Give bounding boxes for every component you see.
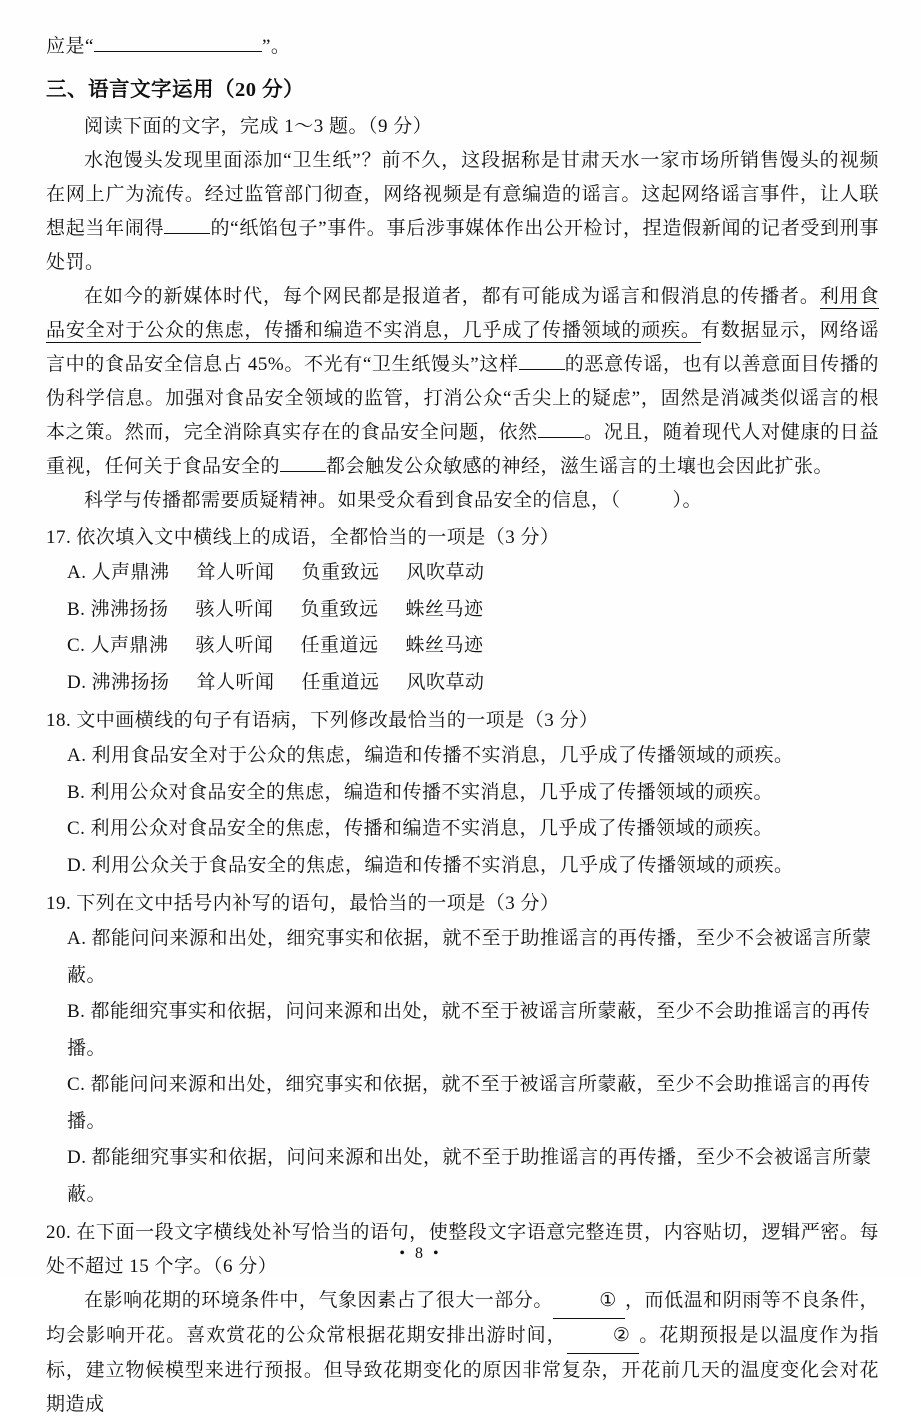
passage-text: 在影响花期的环境条件中，气象因素占了很大一部分。 bbox=[84, 1290, 553, 1311]
q18-option-d bbox=[46, 848, 879, 885]
q17-stem bbox=[46, 521, 879, 555]
question-text: 在下面一段文字横线处补写恰当的语句，使整段文字语意完整连贯，内容贴切，逻辑严密。每处不超过 15 个字。（6 分） bbox=[46, 1222, 879, 1277]
section-heading: 三、语言文字运用（20 分） bbox=[46, 79, 305, 101]
option-idiom: 沸沸扬扬 bbox=[90, 598, 169, 620]
fill-blank-2 bbox=[519, 350, 565, 370]
option-text: 都能问问来源和出处，细究事实和依据，就不至于助推谣言的再传播，至少不会被谣言所蒙蔽。 bbox=[67, 928, 872, 986]
q19-option-b bbox=[46, 994, 879, 1067]
option-text: 都能问问来源和出处，细究事实和依据，就不至于被谣言所蒙蔽，至少不会助推谣言的再传播。 bbox=[67, 1074, 871, 1132]
question-number: 20. bbox=[46, 1222, 72, 1243]
q19-option-c bbox=[46, 1067, 879, 1140]
reading-instruction: 阅读下面的文字，完成 1～3 题。（9 分） bbox=[84, 116, 433, 137]
bracket-answer-gap bbox=[621, 487, 673, 506]
option-label: D. bbox=[67, 1147, 87, 1168]
option-idiom: 风吹草动 bbox=[406, 671, 485, 693]
passage-text: 在如今的新媒体时代，每个网民都是报道者，都有可能成为谣言和假消息的传播者。 bbox=[84, 286, 820, 307]
passage-text: 。花期预报是以温度作为指标，建立物候模型来进行预报。但导致花期变化的原因非常复杂，开花前几天的温度变化会对花期造成 bbox=[46, 1325, 879, 1415]
option-label: A. bbox=[67, 928, 87, 949]
q18-option-c bbox=[46, 811, 879, 848]
question-number: 18. bbox=[46, 710, 72, 731]
option-label: C. bbox=[67, 1074, 86, 1095]
q17-option-b bbox=[46, 592, 879, 629]
option-label: D. bbox=[67, 854, 87, 876]
carryover-answer-line bbox=[46, 30, 879, 64]
q19-option-a bbox=[46, 921, 879, 994]
q17-option-a bbox=[46, 555, 879, 592]
passage-paragraph-2 bbox=[46, 280, 879, 484]
option-label: A. bbox=[67, 745, 87, 766]
question-text: 依次填入文中横线上的成语，全都恰当的一项是（3 分） bbox=[76, 527, 560, 548]
passage-paragraph-1 bbox=[46, 144, 879, 280]
passage-paragraph-3 bbox=[46, 484, 879, 518]
option-label: C. bbox=[67, 818, 86, 839]
option-idiom: 任重道远 bbox=[301, 671, 380, 693]
question-number: 17. bbox=[46, 527, 72, 548]
option-text: 利用食品安全对于公众的焦虑，编造和传播不实消息，几乎成了传播领域的顽疾。 bbox=[91, 745, 794, 766]
option-text: 利用公众关于食品安全的焦虑，编造和传播不实消息，几乎成了传播领域的顽疾。 bbox=[91, 854, 794, 876]
option-idiom: 骇人听闻 bbox=[195, 635, 274, 656]
q20-blank-2: ② bbox=[567, 1319, 639, 1354]
fill-blank-3 bbox=[538, 418, 584, 438]
option-idiom: 任重道远 bbox=[300, 635, 379, 656]
option-label: A. bbox=[67, 562, 87, 583]
q20-blank-1: ① bbox=[553, 1284, 625, 1319]
option-idiom: 耸人听闻 bbox=[196, 562, 275, 583]
option-text: 都能细究事实和依据，问问来源和出处，就不至于被谣言所蒙蔽，至少不会助推谣言的再传播。 bbox=[67, 1001, 871, 1059]
underlined-sentence: 利用食品安全对于公众的焦虑，传播和编造不实消息，几乎成了传播领域的顽疾。 bbox=[46, 286, 879, 341]
option-idiom: 负重致远 bbox=[301, 562, 380, 583]
option-idiom: 人声鼎沸 bbox=[90, 635, 169, 656]
option-idiom: 风吹草动 bbox=[406, 562, 485, 583]
question-text: 文中画横线的句子有语病，下列修改最恰当的一项是（3 分） bbox=[76, 710, 599, 731]
q17-option-d bbox=[46, 665, 879, 702]
question-text: 下列在文中括号内补写的语句，最恰当的一项是（3 分） bbox=[76, 893, 560, 914]
option-text: 利用公众对食品安全的焦虑，传播和编造不实消息，几乎成了传播领域的顽疾。 bbox=[90, 818, 773, 839]
passage-text: 科学与传播都需要质疑精神。如果受众看到食品安全的信息，（ bbox=[84, 490, 621, 511]
q20-passage bbox=[46, 1284, 879, 1422]
option-idiom: 蛛丝马迹 bbox=[405, 635, 484, 656]
option-label: B. bbox=[67, 598, 86, 620]
option-text: 都能细究事实和依据，问问来源和出处，就不至于助推谣言的再传播，至少不会被谣言所蒙蔽。 bbox=[67, 1147, 872, 1205]
option-idiom: 骇人听闻 bbox=[195, 598, 274, 620]
option-label: B. bbox=[67, 781, 86, 803]
passage-text: ，而低温和阴雨等不良条件，均会影响开花。喜欢赏花的公众常根据花期安排出游时间， bbox=[46, 1290, 879, 1346]
option-idiom: 负重致远 bbox=[300, 598, 379, 620]
carryover-text-before: 应是“ bbox=[46, 36, 94, 57]
q19-stem bbox=[46, 887, 879, 921]
option-label: C. bbox=[67, 635, 86, 656]
question-number: 19. bbox=[46, 893, 72, 914]
passage-text: 的“纸馅包子”事件。事后涉事媒体作出公开检讨，捏造假新闻的记者受到刑事处罚。 bbox=[46, 218, 879, 273]
q18-option-b bbox=[46, 775, 879, 812]
passage-text: 都会触发公众敏感的神经，滋生谣言的土壤也会因此扩张。 bbox=[326, 456, 834, 477]
carryover-answer-blank bbox=[94, 32, 262, 52]
option-idiom: 人声鼎沸 bbox=[91, 562, 170, 583]
fill-blank-1 bbox=[164, 214, 210, 234]
passage-text: 的恶意传谣，也有以善意面目传播的伪科学信息。加强对食品安全领域的监管，打消公众“舌尖上的疑虑”，固然是消减类似谣言的根本之策。然而，完全消除真实存在的食品安全问题，依然 bbox=[46, 354, 879, 443]
q18-option-a bbox=[46, 738, 879, 775]
q18-stem bbox=[46, 704, 879, 738]
passage-text: 有数据显示，网络谣言中的食品安全信息占 45%。不光有“卫生纸馒头”这样 bbox=[46, 320, 879, 375]
page-number: • 8 • bbox=[399, 1245, 442, 1262]
option-text: 利用公众对食品安全的焦虑，编造和传播不实消息，几乎成了传播领域的顽疾。 bbox=[90, 781, 773, 803]
option-idiom: 耸人听闻 bbox=[196, 671, 275, 693]
q17-option-c bbox=[46, 628, 879, 665]
passage-text: 水泡馒头发现里面添加“卫生纸”？前不久，这段据称是甘肃天水一家市场所销售馒头的视频在网上广为流传。经过监管部门彻查，网络视频是有意编造的谣言。这起网络谣言事件，让人联想起当年闹得 bbox=[46, 150, 879, 239]
option-idiom: 蛛丝马迹 bbox=[405, 598, 484, 620]
option-idiom: 沸沸扬扬 bbox=[91, 671, 170, 693]
q19-option-d bbox=[46, 1140, 879, 1213]
option-label: D. bbox=[67, 671, 87, 693]
option-label: B. bbox=[67, 1001, 86, 1022]
passage-text: ）。 bbox=[672, 490, 703, 511]
passage-text: 。况且，随着现代人对健康的日益重视，任何关于食品安全的 bbox=[46, 422, 879, 477]
carryover-text-after: ”。 bbox=[261, 36, 291, 57]
fill-blank-4 bbox=[280, 452, 326, 472]
